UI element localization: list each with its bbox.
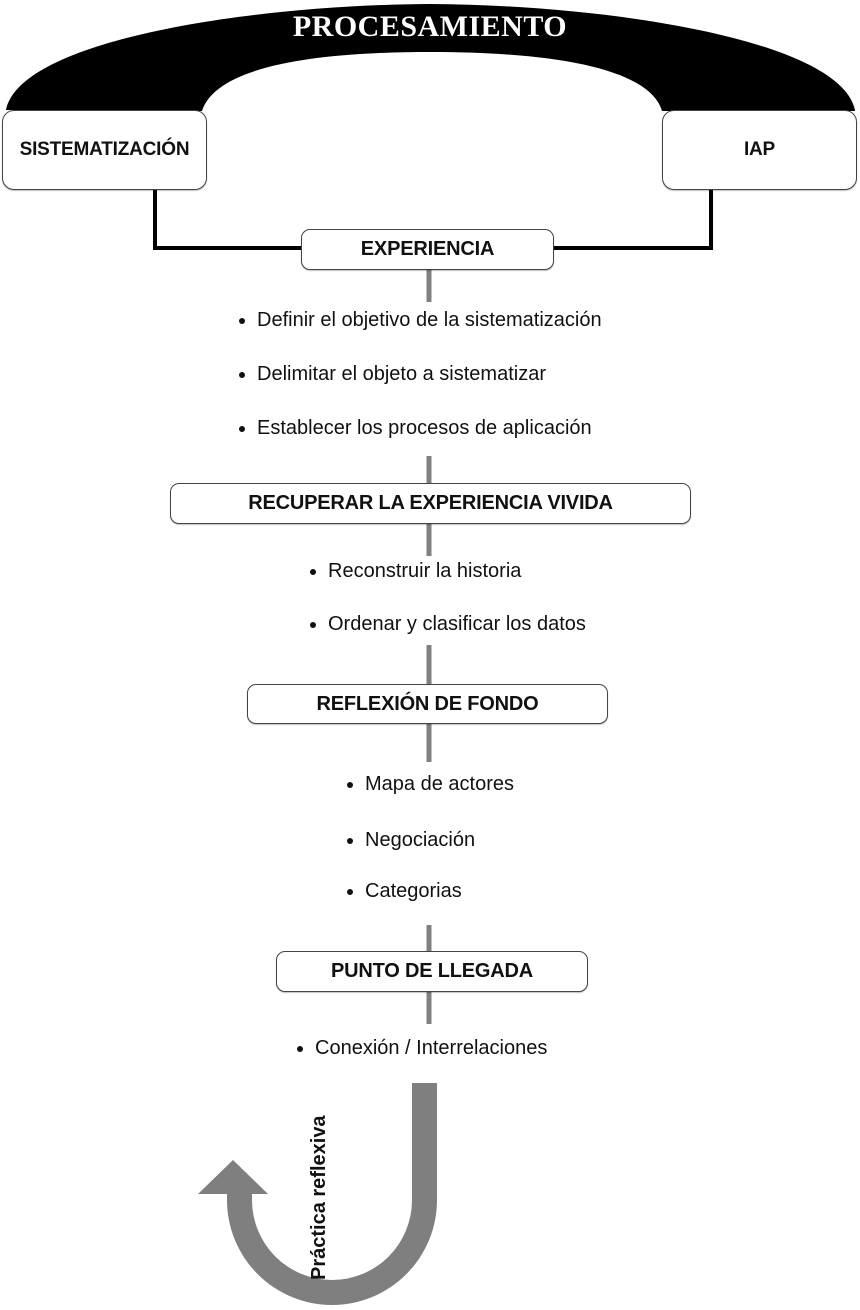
loop-arrow-label: Práctica reflexiva bbox=[308, 1115, 330, 1280]
list-item: Definir el objetivo de la sistematización bbox=[239, 309, 602, 332]
bullet-dot-icon bbox=[239, 372, 245, 378]
iap-label: IAP bbox=[743, 139, 776, 160]
list-item: Mapa de actores bbox=[347, 773, 514, 796]
bullet-dot-icon bbox=[310, 622, 316, 628]
list-item: Conexión / Interrelaciones bbox=[297, 1037, 547, 1060]
stage-label: RECUPERAR LA EXPERIENCIA VIVIDA bbox=[248, 492, 613, 514]
list-item: Negociación bbox=[347, 829, 475, 852]
stage-label: PUNTO DE LLEGADA bbox=[331, 960, 533, 982]
list-item: Reconstruir la historia bbox=[310, 560, 521, 583]
stage-box-recuperar bbox=[170, 483, 691, 524]
stage-box-punto-de-llegada bbox=[276, 951, 588, 992]
list-item: Delimitar el objeto a sistematizar bbox=[239, 363, 546, 386]
sistematizacion-label: SISTEMATIZACIÓN bbox=[19, 139, 190, 160]
stage-box-experiencia bbox=[301, 229, 554, 270]
bullet-dot-icon bbox=[310, 569, 316, 575]
stage-label: EXPERIENCIA bbox=[360, 238, 495, 260]
bullet-dot-icon bbox=[347, 889, 353, 895]
bullet-dot-icon bbox=[239, 426, 245, 432]
bullet-dot-icon bbox=[347, 838, 353, 844]
iap-box bbox=[662, 110, 857, 190]
stage-label: REFLEXIÓN DE FONDO bbox=[316, 692, 539, 715]
bullet-dot-icon bbox=[239, 318, 245, 324]
bullet-dot-icon bbox=[297, 1046, 303, 1052]
list-item: Categorias bbox=[347, 880, 462, 903]
right-connector bbox=[553, 189, 711, 248]
stage-box-reflexion bbox=[247, 684, 608, 724]
list-item: Ordenar y clasificar los datos bbox=[310, 613, 586, 636]
sistematizacion-box bbox=[2, 110, 207, 190]
bullet-dot-icon bbox=[347, 782, 353, 788]
list-item: Establecer los procesos de aplicación bbox=[239, 417, 592, 440]
left-connector bbox=[155, 189, 302, 248]
arc-title: PROCESAMIENTO bbox=[292, 10, 568, 43]
